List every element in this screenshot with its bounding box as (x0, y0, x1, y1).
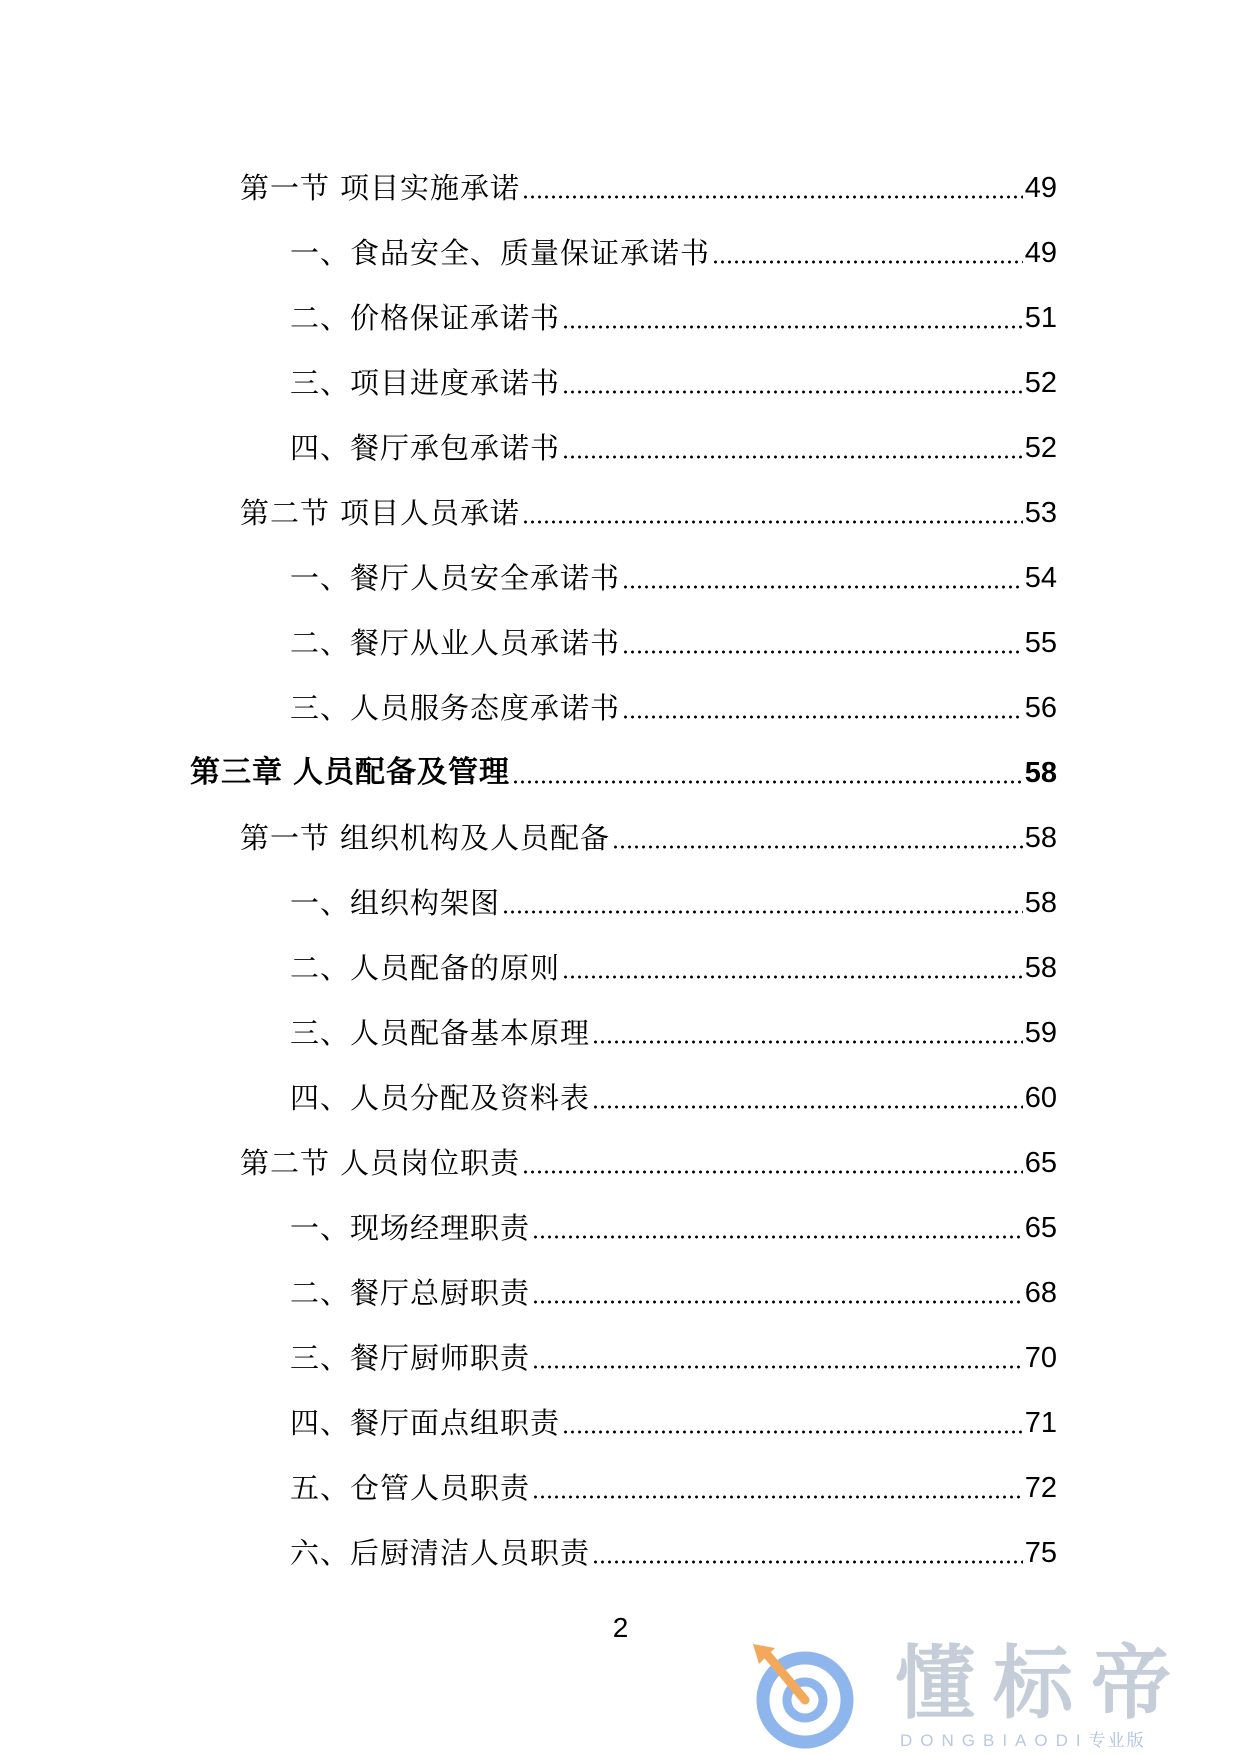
toc-entry[interactable] (290, 230, 1057, 276)
toc-entry-title: 四、人员分配及资料表 (290, 1081, 591, 1115)
watermark-pinyin: DONGBIAODI (900, 1731, 1089, 1750)
toc-entry-title: 一、组织构架图 (290, 886, 501, 920)
toc-entry-page: 75 (1024, 1537, 1057, 1569)
toc-entry[interactable] (290, 945, 1057, 991)
toc-entry-title: 二、人员配备的原则 (290, 951, 561, 985)
toc-entry-page: 68 (1024, 1277, 1057, 1309)
toc-leader-dots (562, 325, 1023, 329)
toc-leader-dots (522, 1170, 1023, 1174)
toc-entry-title: 一、餐厅人员安全承诺书 (290, 561, 621, 595)
toc-entry-title: 四、餐厅面点组职责 (290, 1406, 561, 1440)
toc-entry[interactable] (290, 685, 1057, 731)
toc-entry-page: 59 (1024, 1017, 1057, 1049)
toc-entry-page: 72 (1024, 1472, 1057, 1504)
toc-entry-page: 52 (1024, 432, 1057, 464)
toc-entry-page: 55 (1024, 627, 1057, 659)
toc-entry-title: 第二节 项目人员承诺 (240, 496, 521, 530)
toc-entry[interactable] (290, 1270, 1057, 1316)
toc-entry-title: 六、后厨清洁人员职责 (290, 1536, 591, 1570)
toc-entry-page: 52 (1024, 367, 1057, 399)
toc-entry-title: 三、餐厅厨师职责 (290, 1341, 531, 1375)
toc-entry[interactable] (290, 425, 1057, 471)
toc-leader-dots (562, 455, 1023, 459)
toc-entry[interactable] (290, 295, 1057, 341)
toc-entry-title: 三、人员服务态度承诺书 (290, 691, 621, 725)
toc-entry[interactable] (290, 1335, 1057, 1381)
toc-chapter-entry[interactable] (190, 750, 1057, 796)
toc-leader-dots (502, 910, 1023, 914)
toc-entry[interactable] (240, 490, 1057, 536)
toc-entry-page: 65 (1024, 1147, 1057, 1179)
toc-entry[interactable] (290, 1075, 1057, 1121)
toc-entry-page: 71 (1024, 1407, 1057, 1439)
toc-leader-dots (622, 650, 1023, 654)
toc-leader-dots (522, 520, 1023, 524)
toc-entry[interactable] (290, 1400, 1057, 1446)
toc-entry-title: 二、餐厅从业人员承诺书 (290, 626, 621, 660)
toc-entry-page: 49 (1024, 237, 1057, 269)
page-number: 2 (612, 1612, 629, 1643)
toc-entry-page: 58 (1024, 952, 1057, 984)
toc-entry[interactable] (240, 165, 1057, 211)
toc-entry[interactable] (240, 1140, 1057, 1186)
toc-entry[interactable] (290, 880, 1057, 926)
toc-entry-title: 五、仓管人员职责 (290, 1471, 531, 1505)
toc-leader-dots (612, 845, 1023, 849)
toc-entry-page: 51 (1024, 302, 1057, 334)
toc-leader-dots (532, 1365, 1023, 1369)
target-arrow-logo-icon (745, 1640, 865, 1750)
toc-entry-title: 二、餐厅总厨职责 (290, 1276, 531, 1310)
toc-entry-title: 第一节 项目实施承诺 (240, 171, 521, 205)
toc-entry[interactable] (290, 1465, 1057, 1511)
toc-entry-page: 49 (1024, 172, 1057, 204)
toc-leader-dots (532, 1300, 1023, 1304)
toc-entry-page: 56 (1024, 692, 1057, 724)
toc-entry-page: 70 (1024, 1342, 1057, 1374)
toc-leader-dots (532, 1235, 1023, 1239)
toc-entry-title: 三、项目进度承诺书 (290, 366, 561, 400)
toc-leader-dots (562, 975, 1023, 979)
watermark (745, 1637, 1225, 1750)
toc-entry-title: 第二节 人员岗位职责 (240, 1146, 521, 1180)
toc-entry[interactable] (290, 620, 1057, 666)
toc-leader-dots (622, 585, 1023, 589)
toc-entry-page: 53 (1024, 497, 1057, 529)
watermark-edition: 专业版 (1088, 1731, 1146, 1750)
toc-leader-dots (512, 780, 1023, 784)
toc-leader-dots (592, 1040, 1023, 1044)
toc-leader-dots (622, 715, 1023, 719)
toc-leader-dots (522, 195, 1023, 199)
toc-leader-dots (562, 1430, 1023, 1434)
watermark-brand-name: 懂标帝 (895, 1637, 1189, 1730)
toc-leader-dots (592, 1105, 1023, 1109)
toc-leader-dots (532, 1495, 1023, 1499)
toc-entry-page: 65 (1024, 1212, 1057, 1244)
toc-entry-title: 三、人员配备基本原理 (290, 1016, 591, 1050)
toc-leader-dots (592, 1560, 1023, 1564)
watermark-subtitle (900, 1726, 1146, 1751)
toc-entry-page: 60 (1024, 1082, 1057, 1114)
toc-entry[interactable] (290, 1530, 1057, 1576)
toc-entry-title: 一、现场经理职责 (290, 1211, 531, 1245)
toc-entry[interactable] (290, 1205, 1057, 1251)
toc-entry[interactable] (290, 1010, 1057, 1056)
toc-entry-title: 第一节 组织机构及人员配备 (240, 821, 611, 855)
toc-entry-title: 四、餐厅承包承诺书 (290, 431, 561, 465)
toc-entry-title: 第三章 人员配备及管理 (190, 755, 510, 790)
toc-entry[interactable] (240, 815, 1057, 861)
toc-leader-dots (562, 390, 1023, 394)
toc-entry[interactable] (290, 555, 1057, 601)
toc-entry-page: 58 (1024, 822, 1057, 854)
toc-entry-page: 58 (1024, 757, 1057, 789)
toc-leader-dots (712, 260, 1023, 264)
toc-entry-title: 一、食品安全、质量保证承诺书 (290, 236, 711, 270)
toc-entry-page: 54 (1024, 562, 1057, 594)
toc-entry-title: 二、价格保证承诺书 (290, 301, 561, 335)
toc-entry-page: 58 (1024, 887, 1057, 919)
toc-entry[interactable] (290, 360, 1057, 406)
